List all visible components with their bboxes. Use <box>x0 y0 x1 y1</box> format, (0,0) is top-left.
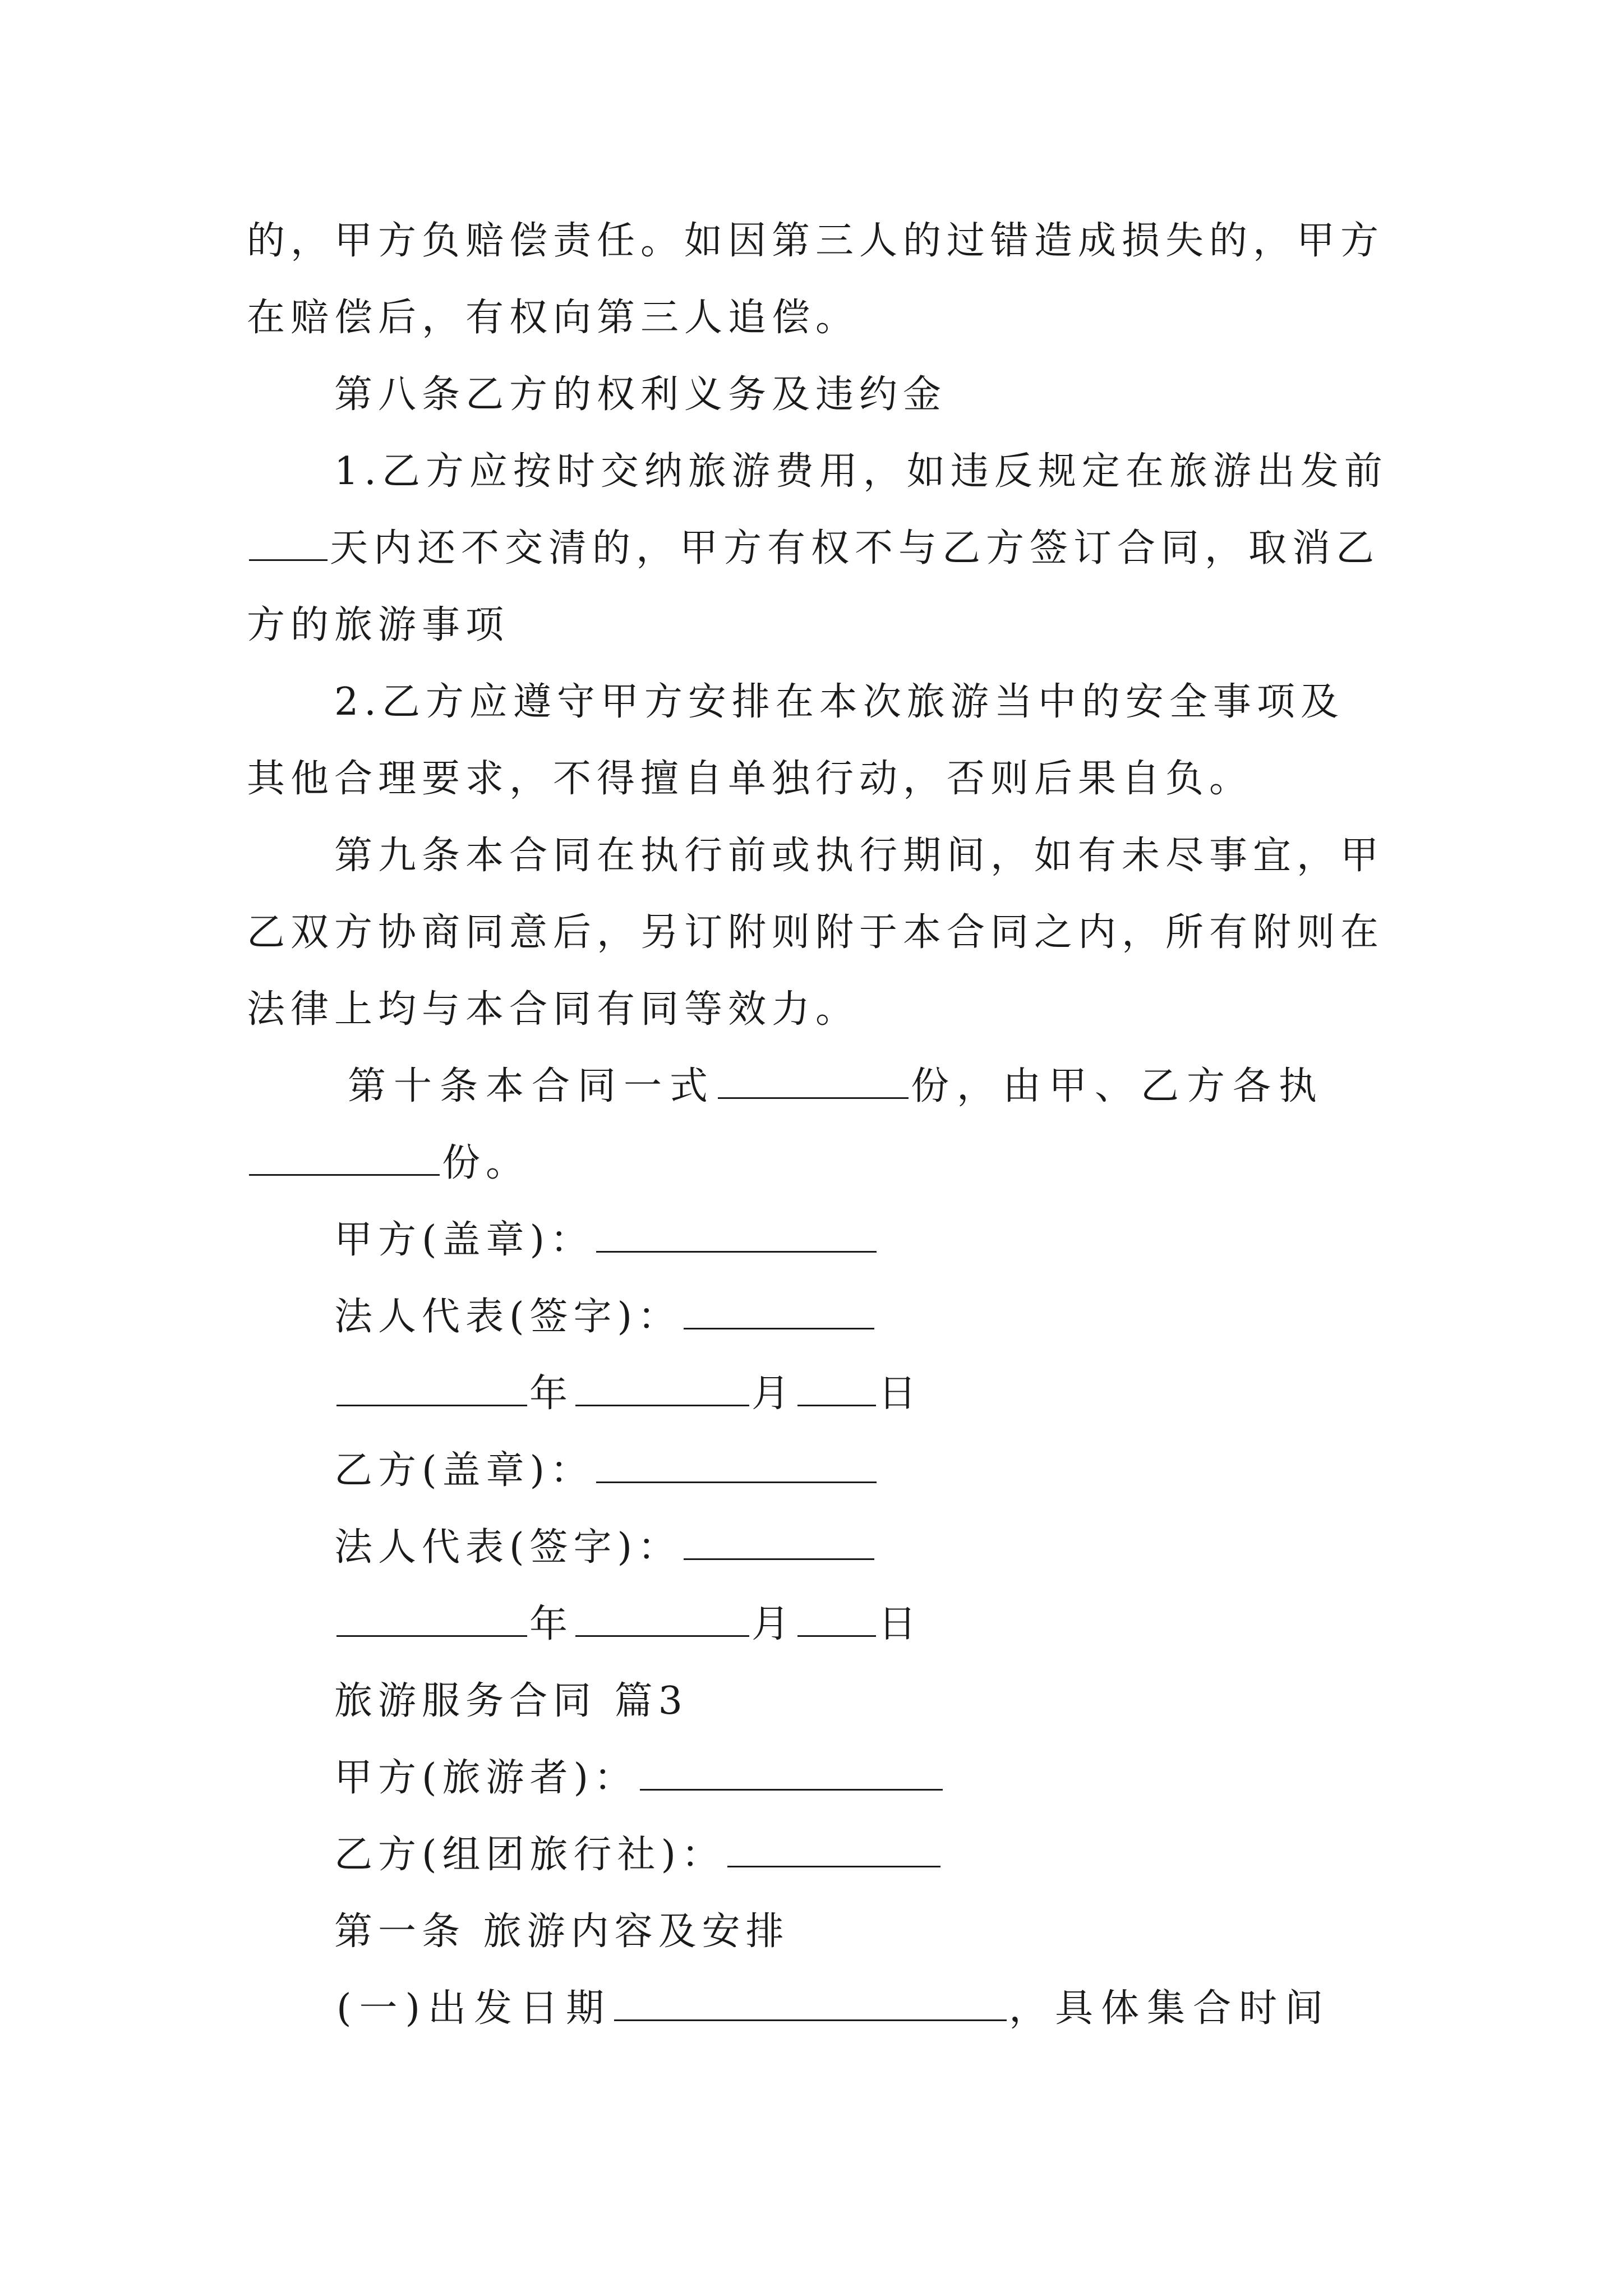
legal-rep-sign-label: 法人代表(签字)： <box>334 1295 682 1339</box>
tourist-label: 甲方(旅游者)： <box>334 1756 638 1800</box>
year-label: 年 <box>529 1602 574 1646</box>
blank-line <box>249 528 328 561</box>
paragraph-line: 在赔偿后，有权向第三人追偿。 <box>247 296 860 340</box>
section-title: 旅游服务合同 篇3 <box>334 1679 688 1723</box>
legal-rep-sign-line <box>334 1520 877 1576</box>
departure-date-blank <box>614 1988 1007 2021</box>
legal-rep-sign-line <box>334 1289 877 1345</box>
paragraph-line: 其他合理要求，不得擅自单独行动，否则后果自负。 <box>247 757 1253 801</box>
date-line <box>334 1366 922 1422</box>
date-line <box>334 1596 922 1653</box>
agency-label: 乙方(组团旅行社)： <box>334 1833 726 1877</box>
year-label: 年 <box>529 1372 574 1416</box>
month-label: 月 <box>751 1372 796 1416</box>
copies-each-blank <box>249 1143 440 1176</box>
legal-rep-sign-blank <box>684 1527 874 1560</box>
article-10-line <box>247 1135 529 1191</box>
month-blank <box>575 1373 749 1406</box>
agency-line <box>334 1827 943 1883</box>
copies-blank <box>718 1066 909 1099</box>
departure-line <box>336 1981 1331 2037</box>
article-10-line <box>348 1059 1325 1115</box>
departure-text-a: (一)出发日期 <box>336 1986 612 2031</box>
day-blank <box>797 1604 876 1637</box>
tourist-line <box>334 1750 945 1806</box>
day-label: 日 <box>878 1372 923 1416</box>
departure-text-b: ，具体集合时间 <box>1009 1986 1331 2031</box>
article-10-text-c: 份。 <box>442 1141 530 1185</box>
party-b-seal-label: 乙方(盖章)： <box>334 1448 594 1493</box>
month-blank <box>575 1604 749 1637</box>
tourist-blank <box>640 1757 943 1791</box>
party-a-seal-line <box>334 1212 879 1268</box>
paragraph-line: 第九条本合同在执行前或执行期间，如有未尽事宜，甲 <box>334 834 1385 878</box>
legal-rep-sign-label: 法人代表(签字)： <box>334 1525 682 1570</box>
paragraph-line: 1.乙方应按时交纳旅游费用，如违反规定在旅游出发前 <box>334 449 1388 494</box>
paragraph-text: 天内还不交清的，甲方有权不与乙方签订合同，取消乙 <box>330 526 1380 570</box>
party-b-seal-blank <box>596 1450 877 1483</box>
article-heading: 第八条乙方的权利义务及违约金 <box>334 372 947 417</box>
paragraph-line: 2.乙方应遵守甲方安排在本次旅游当中的安全事项及 <box>334 680 1344 724</box>
party-a-seal-blank <box>596 1220 877 1253</box>
article-10-text-b: 份，由甲、乙方各执 <box>911 1064 1325 1108</box>
party-a-seal-label: 甲方(盖章)： <box>334 1218 594 1262</box>
party-b-seal-line <box>334 1443 879 1499</box>
article-10-text-a: 第十条本合同一式 <box>348 1064 716 1108</box>
year-blank <box>336 1373 527 1406</box>
agency-blank <box>727 1834 940 1867</box>
paragraph-line: 乙双方协商同意后，另订附则附于本合同之内，所有附则在 <box>247 910 1385 955</box>
article-1-heading: 第一条 旅游内容及安排 <box>334 1910 790 1954</box>
day-blank <box>797 1373 876 1406</box>
paragraph-line: 方的旅游事项 <box>247 603 510 647</box>
legal-rep-sign-blank <box>684 1296 874 1329</box>
year-blank <box>336 1604 527 1637</box>
day-label: 日 <box>878 1602 923 1646</box>
paragraph-line: 的，甲方负赔偿责任。如因第三人的过错造成损失的，甲方 <box>247 219 1385 263</box>
paragraph-line: 法律上均与本合同有同等效力。 <box>247 987 860 1032</box>
month-label: 月 <box>751 1602 796 1646</box>
paragraph-line <box>247 521 1380 577</box>
